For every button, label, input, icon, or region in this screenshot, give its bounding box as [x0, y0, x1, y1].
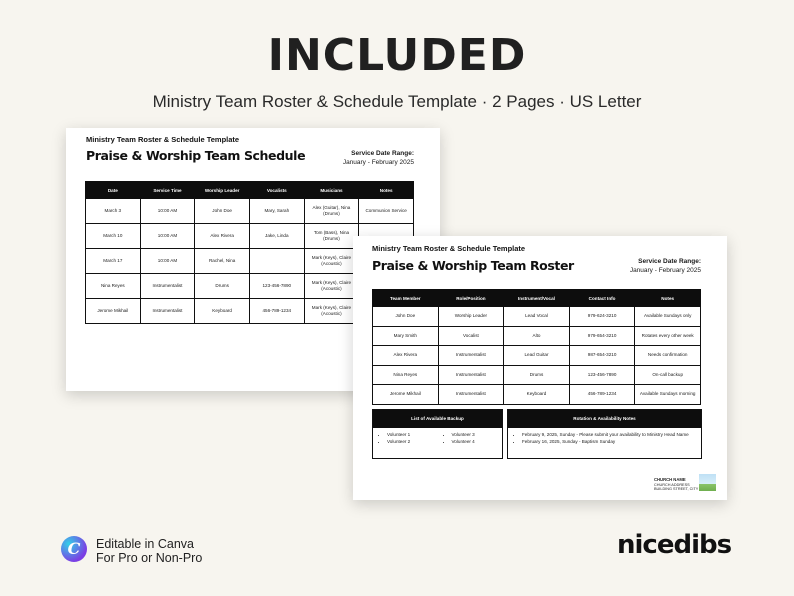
- table-cell: Jerome Mikhail: [373, 385, 439, 405]
- schedule-template-label: Ministry Team Roster & Schedule Template: [86, 135, 240, 144]
- table-cell: Available Sundays only: [635, 307, 701, 327]
- subheadline: Ministry Team Roster & Schedule Template · 2 Pages · US Letter: [152, 92, 642, 111]
- headline: INCLUDED: [267, 30, 527, 81]
- table-cell: Mark (Keys), Claire (Acoustic): [304, 249, 359, 274]
- schedule-col-header: Musicians: [304, 182, 359, 199]
- table-cell: Jake, Linda: [249, 224, 304, 249]
- canva-note-line2: For Pro or Non-Pro: [96, 551, 203, 565]
- church-address: CHURCH ADDRESS: [654, 482, 690, 487]
- table-cell: Instrumentalist: [438, 365, 504, 385]
- table-cell: 123-456-7890: [249, 274, 304, 299]
- backup-list-title: List of Available Backup: [373, 410, 502, 428]
- roster-template-label: Ministry Team Roster & Schedule Template: [372, 244, 526, 253]
- table-cell: Jerome Mikhail: [86, 299, 141, 324]
- roster-col-header: Notes: [635, 290, 701, 307]
- roster-col-header: Team Member: [373, 290, 439, 307]
- roster-title: Praise & Worship Team Roster: [372, 258, 574, 273]
- table-cell: 10:00 AM: [140, 199, 195, 224]
- table-cell: Alex Rivera: [373, 346, 439, 366]
- table-cell: Available Sundays morning: [635, 385, 701, 405]
- table-cell: Mark (Keys), Claire (Acoustic): [304, 274, 359, 299]
- roster-page-preview: [353, 236, 727, 500]
- roster-col-header: Role/Position: [438, 290, 504, 307]
- list-item: • Volunteer 4: [452, 439, 503, 446]
- table-cell: Alto: [504, 326, 570, 346]
- brand-logo: nicedibs: [617, 530, 732, 560]
- table-cell: John Doe: [373, 307, 439, 327]
- church-info: [654, 478, 698, 492]
- roster-col-header: Contact Info: [569, 290, 635, 307]
- table-cell: Drums: [195, 274, 250, 299]
- table-row: [373, 365, 701, 385]
- backup-list-col1: [373, 432, 438, 445]
- roster-date-range: [630, 257, 701, 275]
- schedule-date-range: [343, 149, 414, 167]
- table-cell: 979-624-3210: [569, 307, 635, 327]
- schedule-date-range-value: January - February 2025: [342, 159, 414, 166]
- table-cell: Worship Leader: [438, 307, 504, 327]
- rotation-notes-list: [508, 432, 701, 445]
- table-cell: Instrumentalist: [140, 274, 195, 299]
- table-row: [373, 307, 701, 327]
- table-cell: Alex (Guitar), Nina (Drums): [304, 199, 359, 224]
- table-cell: March 3: [86, 199, 141, 224]
- table-cell: Lead Vocal: [504, 307, 570, 327]
- list-item: • February 16, 2025, Sunday - Baptism Sunday: [522, 439, 701, 446]
- table-cell: Instrumentalist: [438, 346, 504, 366]
- table-cell: Instrumentalist: [438, 385, 504, 405]
- list-item: • February 9, 2025, Sunday - Please submit your availability to Ministry Head Name: [522, 432, 701, 439]
- table-cell: [249, 249, 304, 274]
- schedule-col-header: Worship Leader: [195, 182, 250, 199]
- table-cell: Communion Service: [359, 199, 414, 224]
- church-name: CHURCH NAME: [654, 477, 686, 482]
- table-cell: Keyboard: [504, 385, 570, 405]
- canva-logo-icon: C: [61, 536, 87, 562]
- table-cell: John Doe: [195, 199, 250, 224]
- table-cell: Needs confirmation: [635, 346, 701, 366]
- canva-note-line1: Editable in Canva: [96, 537, 194, 551]
- roster-table: [372, 289, 701, 405]
- table-cell: Instrumentalist: [140, 299, 195, 324]
- table-row: [86, 199, 414, 224]
- table-cell: Alex Rivera: [195, 224, 250, 249]
- table-cell: 123-456-7890: [569, 365, 635, 385]
- table-cell: Rachel, Nina: [195, 249, 250, 274]
- table-cell: Lead Guitar: [504, 346, 570, 366]
- table-cell: 10:00 AM: [140, 224, 195, 249]
- table-cell: 456-789-1234: [569, 385, 635, 405]
- schedule-col-header: Date: [86, 182, 141, 199]
- rotation-notes-title: Rotation & Availability Notes: [508, 410, 701, 428]
- table-cell: 979-654-3210: [569, 326, 635, 346]
- table-cell: Drums: [504, 365, 570, 385]
- table-cell: Tom (Bass), Nina (Drums): [304, 224, 359, 249]
- table-cell: Nina Reyes: [86, 274, 141, 299]
- table-cell: On-call backup: [635, 365, 701, 385]
- table-cell: March 10: [86, 224, 141, 249]
- table-row: [373, 326, 701, 346]
- roster-date-range-value: January - February 2025: [629, 267, 701, 274]
- schedule-date-range-label: Service Date Range:: [351, 150, 414, 157]
- canva-note: [96, 537, 202, 565]
- backup-list-col2: [438, 432, 503, 445]
- list-item: • Volunteer 3: [452, 432, 503, 439]
- roster-col-header: Instrument/Vocal: [504, 290, 570, 307]
- table-cell: Vocalist: [438, 326, 504, 346]
- church-street: BUILDING STREET, CITY: [654, 487, 699, 492]
- list-item: • Volunteer 2: [387, 439, 438, 446]
- table-cell: March 17: [86, 249, 141, 274]
- backup-list-box: [372, 409, 503, 459]
- table-cell: 987-654-3210: [569, 346, 635, 366]
- table-cell: Mary Smith: [373, 326, 439, 346]
- schedule-col-header: Vocalists: [249, 182, 304, 199]
- schedule-col-header: Notes: [359, 182, 414, 199]
- table-cell: Rotates every other week: [635, 326, 701, 346]
- rotation-notes-box: [507, 409, 702, 459]
- list-item: • Volunteer 1: [387, 432, 438, 439]
- roster-date-range-label: Service Date Range:: [638, 258, 701, 265]
- landscape-image: [699, 474, 716, 491]
- table-row: [373, 346, 701, 366]
- table-row: [373, 385, 701, 405]
- table-cell: Keyboard: [195, 299, 250, 324]
- table-cell: 456-789-1234: [249, 299, 304, 324]
- schedule-col-header: Service Time: [140, 182, 195, 199]
- table-cell: Mary, Sarah: [249, 199, 304, 224]
- table-cell: 10:00 AM: [140, 249, 195, 274]
- table-cell: Nina Reyes: [373, 365, 439, 385]
- table-cell: Mark (Keys), Claire (Acoustic): [304, 299, 359, 324]
- schedule-title: Praise & Worship Team Schedule: [86, 148, 306, 163]
